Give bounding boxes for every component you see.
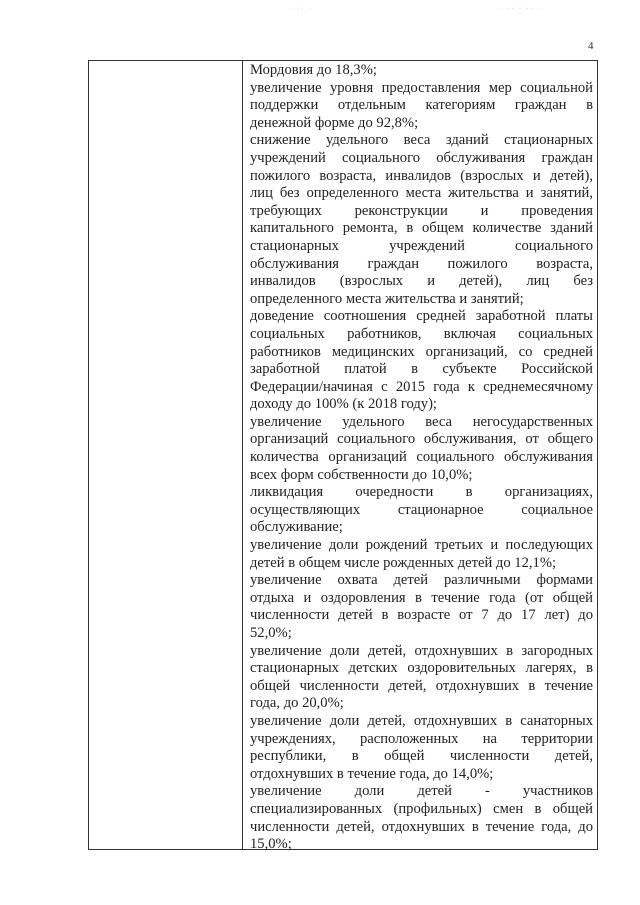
- text-line: учреждениях, расположенных на территории: [250, 730, 593, 747]
- text-line: поддержки отдельным категориям граждан в: [250, 97, 593, 114]
- text-line: увеличение уровня предоставления мер социальной: [250, 79, 593, 96]
- text-line: денежной форме до 92,8%;: [250, 114, 419, 131]
- text-line: Федерации/начиная с 2015 года к среднемесячному: [250, 378, 593, 395]
- scan-mark-right: · ·· · ·· ·: [500, 6, 542, 12]
- text-line: увеличение охвата детей различными формами: [250, 572, 593, 589]
- text-line: увеличение доли детей, отдохнувших в загородных: [250, 642, 593, 659]
- text-line: детей в общем числе рожденных детей до 12,1%;: [250, 554, 557, 571]
- text-line: осуществляющих стационарное социальное: [250, 501, 593, 518]
- text-line: лиц без определенного места жительства и занятий,: [250, 185, 593, 202]
- page-number: 4: [588, 40, 594, 52]
- text-line: пожилого возраста, инвалидов (взрослых и детей),: [250, 167, 593, 184]
- text-line: отдыха и оздоровления в течение года (от общей: [250, 589, 593, 606]
- text-line: увеличение удельного веса негосударственных: [250, 413, 593, 430]
- text-line: стационарных детских оздоровительных лагерях, в: [250, 660, 593, 677]
- text-line: года, до 20,0%;: [250, 695, 344, 712]
- text-line: специализированных (профильных) смен в общей: [250, 800, 593, 817]
- text-line: количества организаций социального обслуживания: [250, 449, 593, 466]
- text-line: увеличение доли детей, отдохнувших в санаторных: [250, 712, 593, 729]
- text-line: доведение соотношения средней заработной платы: [250, 308, 593, 325]
- text-line: 15,0%;: [250, 836, 292, 853]
- text-line: работников медицинских организаций, со средней: [250, 343, 593, 360]
- text-line: ликвидация очередности в организациях,: [250, 484, 593, 501]
- text-line: общей численности детей, отдохнувших в течение: [250, 677, 593, 694]
- table-right-column: [243, 61, 597, 853]
- text-line: обслуживание;: [250, 519, 343, 536]
- text-line: заработной платой в субъекте Российской: [250, 361, 593, 378]
- text-line: республики, в общей численности детей,: [250, 748, 593, 765]
- text-line: капитального ремонта, в общем количестве зданий: [250, 220, 593, 237]
- text-line: учреждений социального обслуживания граждан: [250, 149, 593, 166]
- text-line: всех форм собственности до 10,0%;: [250, 466, 473, 483]
- text-line: инвалидов (взрослых и детей), лиц без: [250, 273, 593, 290]
- text-line: социальных работников, включая социальных: [250, 325, 593, 342]
- text-line: организаций социального обслуживания, от общего: [250, 431, 593, 448]
- scan-mark-left: · ·· ·: [290, 6, 313, 12]
- text-line: определенного места жительства и занятий;: [250, 290, 524, 307]
- text-line: увеличение доли детей - участников: [250, 783, 593, 800]
- table-left-column: [89, 61, 243, 849]
- text-line: увеличение доли рождений третьих и последующих: [250, 537, 593, 554]
- text-line: стационарных учреждений социального: [250, 237, 593, 254]
- text-line: отдохнувших в течение года, до 14,0%;: [250, 765, 494, 782]
- text-line: 52,0%;: [250, 625, 292, 641]
- text-line: численности детей в возрасте от 7 до 17 лет) до: [250, 607, 593, 624]
- text-line: снижение удельного веса зданий стационарных: [250, 132, 593, 149]
- text-line: требующих реконструкции и проведения: [250, 202, 593, 219]
- document-table: [88, 60, 598, 853]
- text-line: Мордовия до 18,3%;: [250, 62, 377, 78]
- text-line: доходу до 100% (к 2018 году);: [250, 396, 437, 413]
- text-line: численности детей, отдохнувших в течение года, до: [250, 818, 593, 835]
- text-line: обслуживания граждан пожилого возраста,: [250, 255, 593, 272]
